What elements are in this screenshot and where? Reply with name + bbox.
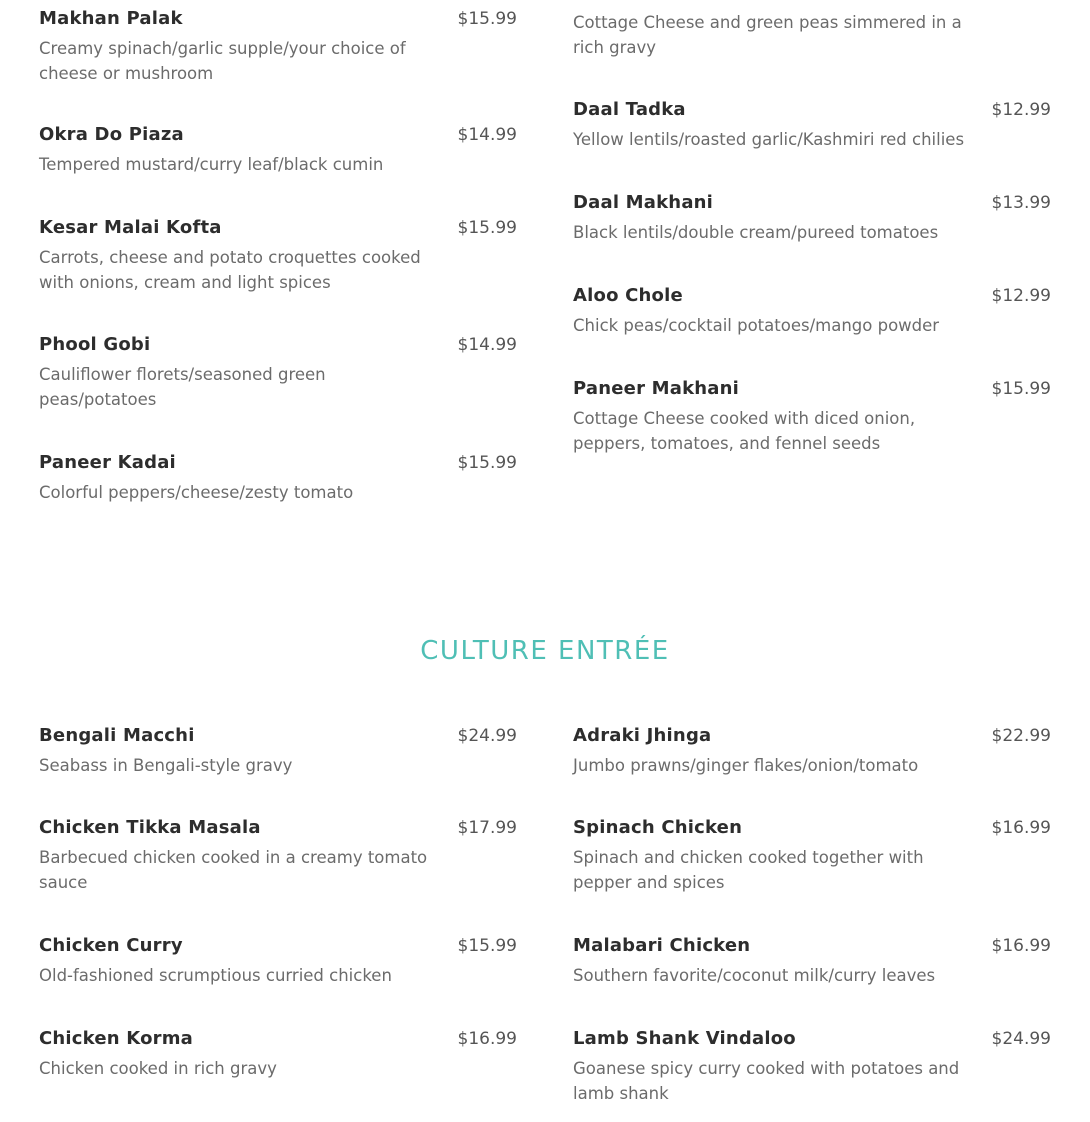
item-name: Aloo Chole [573, 285, 683, 306]
item-price: $14.99 [457, 335, 517, 355]
item-description: Chick peas/cocktail potatoes/mango powder [573, 316, 940, 335]
item-name: Kesar Malai Kofta [39, 217, 222, 238]
item-description: Spinach and chicken cooked together with pepper and spices [573, 848, 924, 892]
item-price: $16.99 [457, 1029, 517, 1049]
item-name: Chicken Tikka Masala [39, 817, 261, 838]
menu-item-paneer-kadai [39, 452, 517, 506]
item-price: $16.99 [991, 818, 1051, 838]
menu-item-paneer-matar [573, 11, 1051, 60]
item-price: $14.99 [457, 125, 517, 145]
item-price: $15.99 [991, 379, 1051, 399]
item-description: Carrots, cheese and potato croquettes cooked with onions, cream and light spices [39, 248, 421, 292]
item-description: Black lentils/double cream/pureed tomatoes [573, 223, 939, 242]
menu-item-kesar-malai-kofta [39, 217, 517, 295]
menu-item-chicken-curry [39, 935, 517, 989]
item-name: Phool Gobi [39, 334, 151, 355]
menu-item-adraki-jhinga [573, 725, 1051, 779]
item-price: $13.99 [991, 193, 1051, 213]
item-description: Cottage Cheese cooked with diced onion, peppers, tomatoes, and fennel seeds [573, 409, 916, 453]
item-price: $12.99 [991, 286, 1051, 306]
item-description: Southern favorite/coconut milk/curry leaves [573, 966, 936, 985]
item-name: Paneer Kadai [39, 452, 176, 473]
menu-item-daal-tadka [573, 99, 1051, 153]
menu-item-chicken-tikka-masala [39, 817, 517, 895]
item-price: $15.99 [457, 9, 517, 29]
item-description: Seabass in Bengali-style gravy [39, 756, 293, 775]
menu-item-daal-makhani [573, 192, 1051, 246]
item-price: $22.99 [991, 726, 1051, 746]
item-description: Jumbo prawns/ginger flakes/onion/tomato [573, 756, 919, 775]
menu-item-paneer-makhani [573, 378, 1051, 456]
item-price: $15.99 [457, 453, 517, 473]
section-title-culture-entree: CULTURE ENTRÉE [420, 636, 670, 666]
item-name: Bengali Macchi [39, 725, 195, 746]
menu-item-spinach-chicken [573, 817, 1051, 895]
menu-item-okra-do-piaza [39, 124, 517, 178]
item-price: $24.99 [991, 1029, 1051, 1049]
item-name: Spinach Chicken [573, 817, 743, 838]
menu-item-phool-gobi [39, 334, 517, 412]
item-description: Old-fashioned scrumptious curried chicken [39, 966, 392, 985]
menu-item-malabari-chicken [573, 935, 1051, 989]
item-name: Adraki Jhinga [573, 725, 712, 746]
item-price: $24.99 [457, 726, 517, 746]
item-price: $16.99 [991, 936, 1051, 956]
item-description: Cottage Cheese and green peas simmered in a rich gravy [573, 13, 962, 57]
item-price: $17.99 [457, 818, 517, 838]
item-name: Makhan Palak [39, 8, 183, 29]
menu-item-bengali-macchi [39, 725, 517, 779]
item-name: Chicken Curry [39, 935, 183, 956]
item-description: Chicken cooked in rich gravy [39, 1059, 277, 1078]
item-name: Daal Makhani [573, 192, 714, 213]
item-description: Yellow lentils/roasted garlic/Kashmiri red chilies [573, 130, 965, 149]
item-price: $15.99 [457, 218, 517, 238]
item-description: Cauliflower florets/seasoned green peas/potatoes [39, 365, 326, 409]
item-price: $12.99 [991, 100, 1051, 120]
menu-item-lamb-shank-vindaloo [573, 1028, 1051, 1106]
menu-item-chicken-korma [39, 1028, 517, 1082]
item-name: Lamb Shank Vindaloo [573, 1028, 796, 1049]
item-description: Creamy spinach/garlic supple/your choice of cheese or mushroom [39, 39, 406, 83]
item-name: Chicken Korma [39, 1028, 194, 1049]
item-description: Goanese spicy curry cooked with potatoes and lamb shank [573, 1059, 960, 1103]
item-description: Barbecued chicken cooked in a creamy tomato sauce [39, 848, 428, 892]
item-price: $15.99 [457, 936, 517, 956]
item-name: Daal Tadka [573, 99, 686, 120]
item-name: Malabari Chicken [573, 935, 751, 956]
item-name: Okra Do Piaza [39, 124, 184, 145]
item-description: Tempered mustard/curry leaf/black cumin [39, 155, 384, 174]
menu-item-aloo-chole [573, 285, 1051, 339]
item-description: Colorful peppers/cheese/zesty tomato [39, 483, 354, 502]
item-name: Paneer Makhani [573, 378, 740, 399]
menu-item-makhan-palak [39, 8, 517, 86]
